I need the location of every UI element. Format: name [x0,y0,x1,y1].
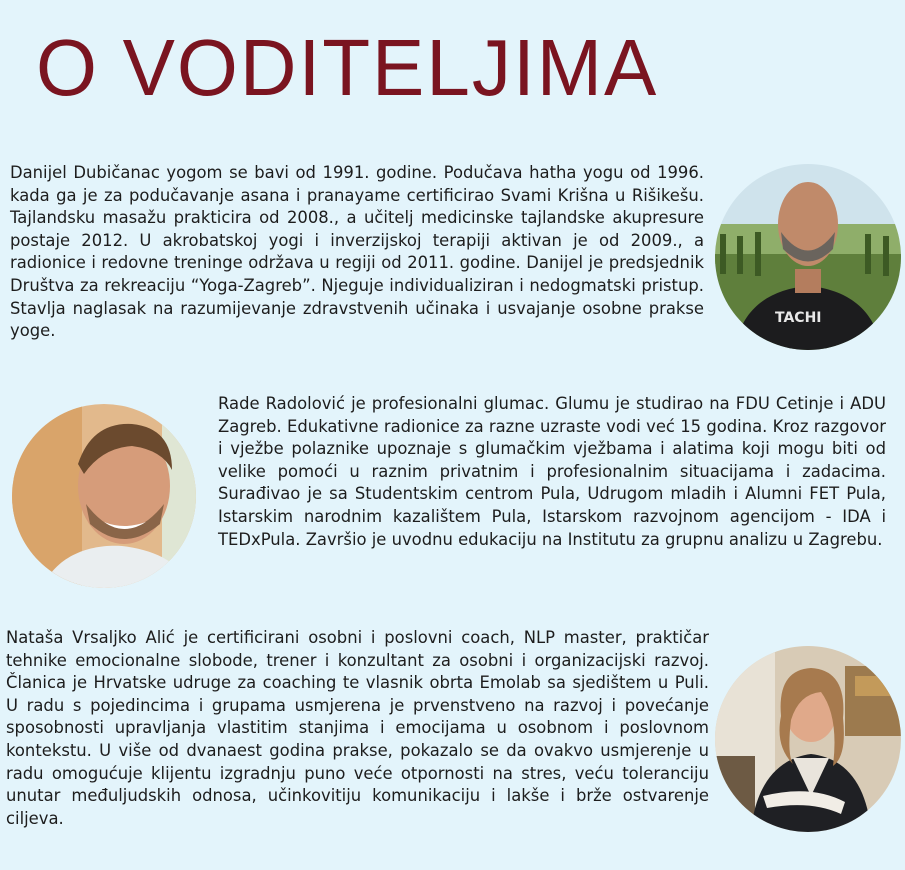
instructor-1-photo [715,164,901,350]
shirt-logo: TACHI [775,310,822,326]
instructor-3-photo [715,646,901,832]
instructor-3-bio: Nataša Vrsaljko Alić je certificirani osobni i poslovni coach, NLP master, praktičar tehnike emocionalne slobode, trener i konzultant za osobni i organizacijski razvoj. Članica je Hrvatske udruge za coaching te vlasnik obrta Emolab sa sjedištem u Puli. U radu s pojedincima i grupama usmjerena je prvenstveno na razvoj i povećanje sposobnosti upravljanja vlastitim stanjima i emocijama u osobnom i poslovnom kontekstu. U više od dvanaest godina prakse, pokazalo se da ovakvo usmjerenje u radu omogućuje klijentu izgradnju puno veće otpornosti na stres, veću toleranciju unutar međuljudskih odnosa, učinkovitiju komunikaciju i lakše i brže ostvarenje ciljeva. [6,628,709,828]
instructor-2-bio: Rade Radolović je profesionalni glumac. Glumu je studirao na FDU Cetinje i ADU Zagreb. Edukativne radionice za razne uzraste vodi već 15 godina. Kroz razgovor i vježbe polaznike upoznaje s glumačkim vježbama i alatima koji mogu biti od velike pomoći u raznim privatnim i profesionalnim situacijama i zadacima. Surađivao je sa Studentskim centrom Pula, Udrugom mladih i Alumni FET Pula, Istarskim narodnim kazalištem Pula, Istarskom razvojnom agencijom - IDA i TEDxPula. Završio je uvodnu edukaciju na Institutu za grupnu analizu u Zagrebu. [218,394,886,549]
instructor-2-photo [12,404,196,588]
page-title: O VODITELJIMA [36,23,659,112]
instructor-1-bio: Danijel Dubičanac yogom se bavi od 1991. godine. Podučava hatha yogu od 1996. kada ga je za podučavanje asana i pranayame certificirao Svami Krišna u Rišikešu. Tajlandsku masažu prakticira od 2008., a učitelj medicinske tajlandske akupresure postaje 2012. U akrobatskoj yogi i inverzijskoj terapiji aktivan je od 2009., a radionice i redovne treninge održava u regiji od 2011. godine. Danijel je predsjednik Društva za rekreaciju “Yoga-Zagreb”. Njeguje individualiziran i nedogmatski pristup. Stavlja naglasak na razumijevanje zdravstvenih učinaka i usvajanje osobne prakse yoge. [10,163,704,341]
